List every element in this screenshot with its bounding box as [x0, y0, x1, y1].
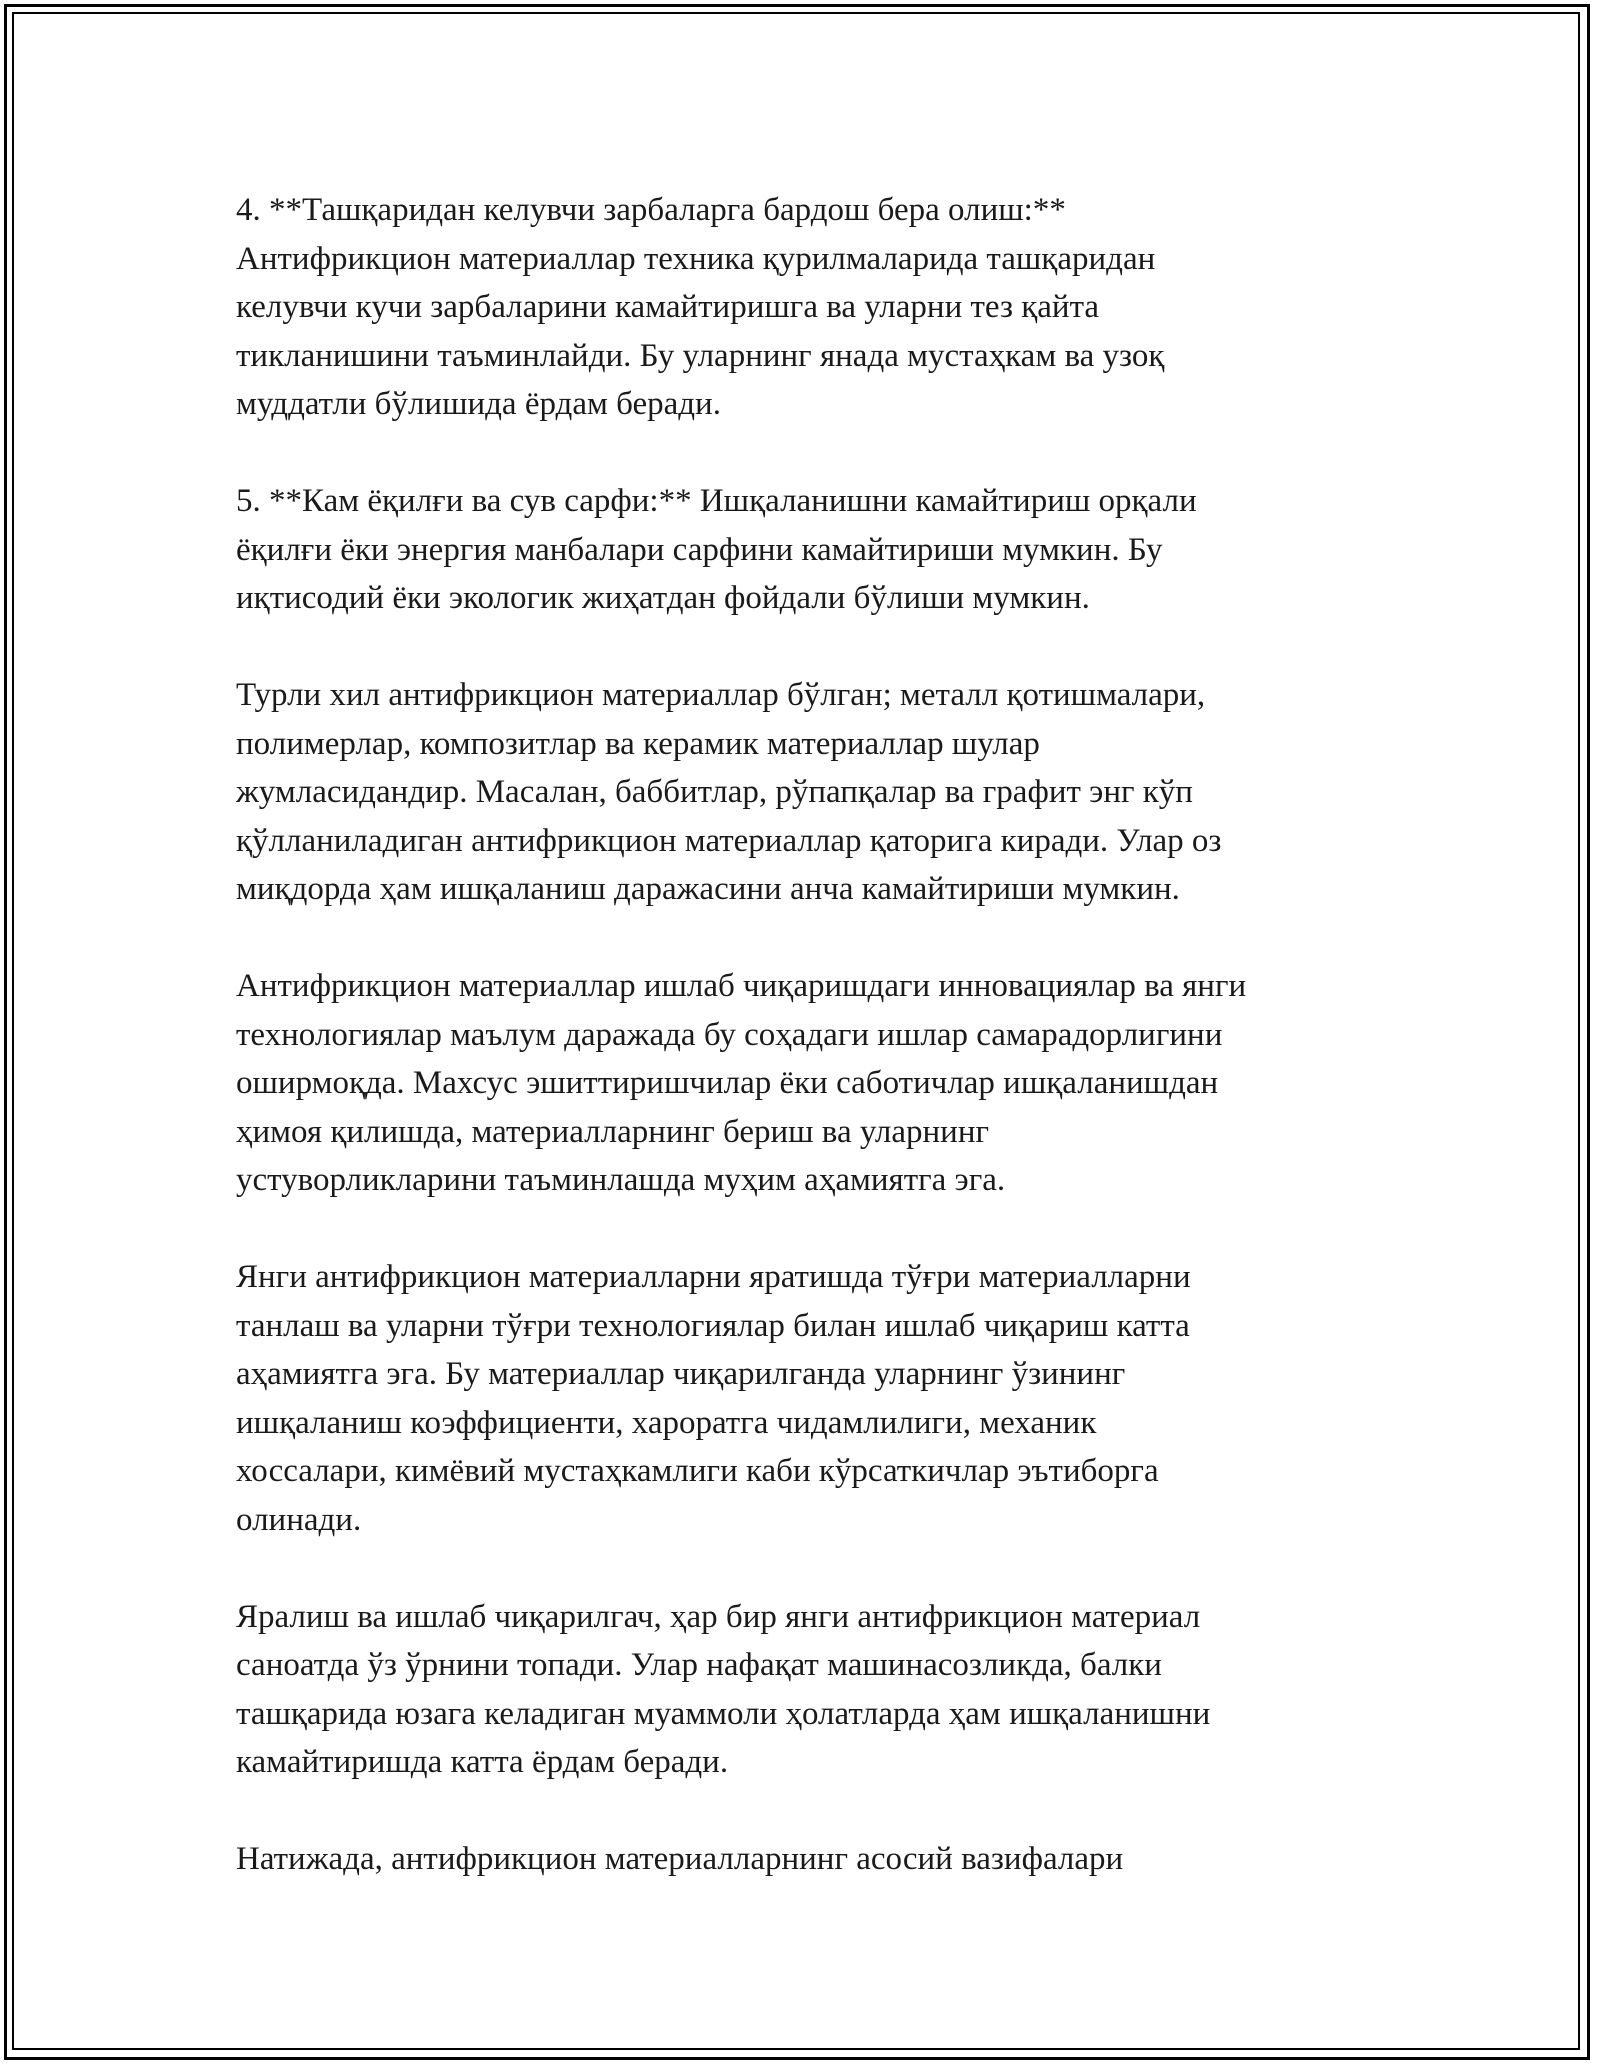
paragraph-industry-application: Яралиш ва ишлаб чиқарилгач, ҳар бир янги антифрикцион материал саноатда ўз ўрнини топади. Улар нафақат машинасозликда, балки ташқарида юзага келадиган муаммоли ҳолатларда ҳам ишқаланишни камайтиришда катта ёрдам беради.	[236, 1598, 1211, 1780]
document-body	[236, 186, 1366, 1932]
paragraph-fuel-water-savings: 5. **Кам ёқилғи ва сув сарфи:** Ишқаланишни камайтириш орқали ёқилғи ёки энергия манбалари сарфини камайтириши мумкин. Бу иқтисодий ёки экологик жиҳатдан фойдали бўлиши мумкин.	[236, 483, 1197, 616]
paragraph-innovations: Антифрикцион материаллар ишлаб чиқаришдаги инновациялар ва янги технологиялар маълум даражада бу соҳадаги ишлар самарадорлигини оширмоқда. Махсус эшиттиришчилар ёки саботичлар ишқаланишдан ҳимоя қилишда, материалларнинг бериш ва уларнинг устуворликларини таъминлашда муҳим аҳамиятга эга.	[236, 968, 1247, 1198]
paragraph-material-types: Турли хил антифрикцион материаллар бўлган; металл қотишмалари, полимерлар, композитлар ва керамик материаллар шулар жумласидандир. Масалан, баббитлар, рўпапқалар ва графит энг кўп қўлланиладиган антифрикцион материаллар қаторига киради. Улар оз миқдорда ҳам ишқаланиш даражасини анча камайтириши мумкин.	[236, 677, 1222, 907]
paragraph-conclusion: Натижада, антифрикцион материалларнинг асосий вазифалари	[236, 1841, 1124, 1877]
paragraph-material-selection: Янги антифрикцион материалларни яратишда тўғри материалларни танлаш ва уларни тўғри технологиялар билан ишлаб чиқариш катта аҳамиятга эга. Бу материаллар чиқарилганда уларнинг ўзининг ишқаланиш коэффициенти, хароратга чидамлилиги, механик хоссалари, кимёвий мустаҳкамлиги каби кўрсаткичлар эътиборга олинади.	[236, 1259, 1191, 1538]
paragraph-impact-resistance: 4. **Ташқаридан келувчи зарбаларга бардош бера олиш:** Антифрикцион материаллар техника қурилмаларида ташқаридан келувчи кучи зарбаларини камайтиришга ва уларни тез қайта тикланишини таъминлайди. Бу уларнинг янада мустаҳкам ва узоқ муддатли бўлишида ёрдам беради.	[236, 192, 1165, 422]
